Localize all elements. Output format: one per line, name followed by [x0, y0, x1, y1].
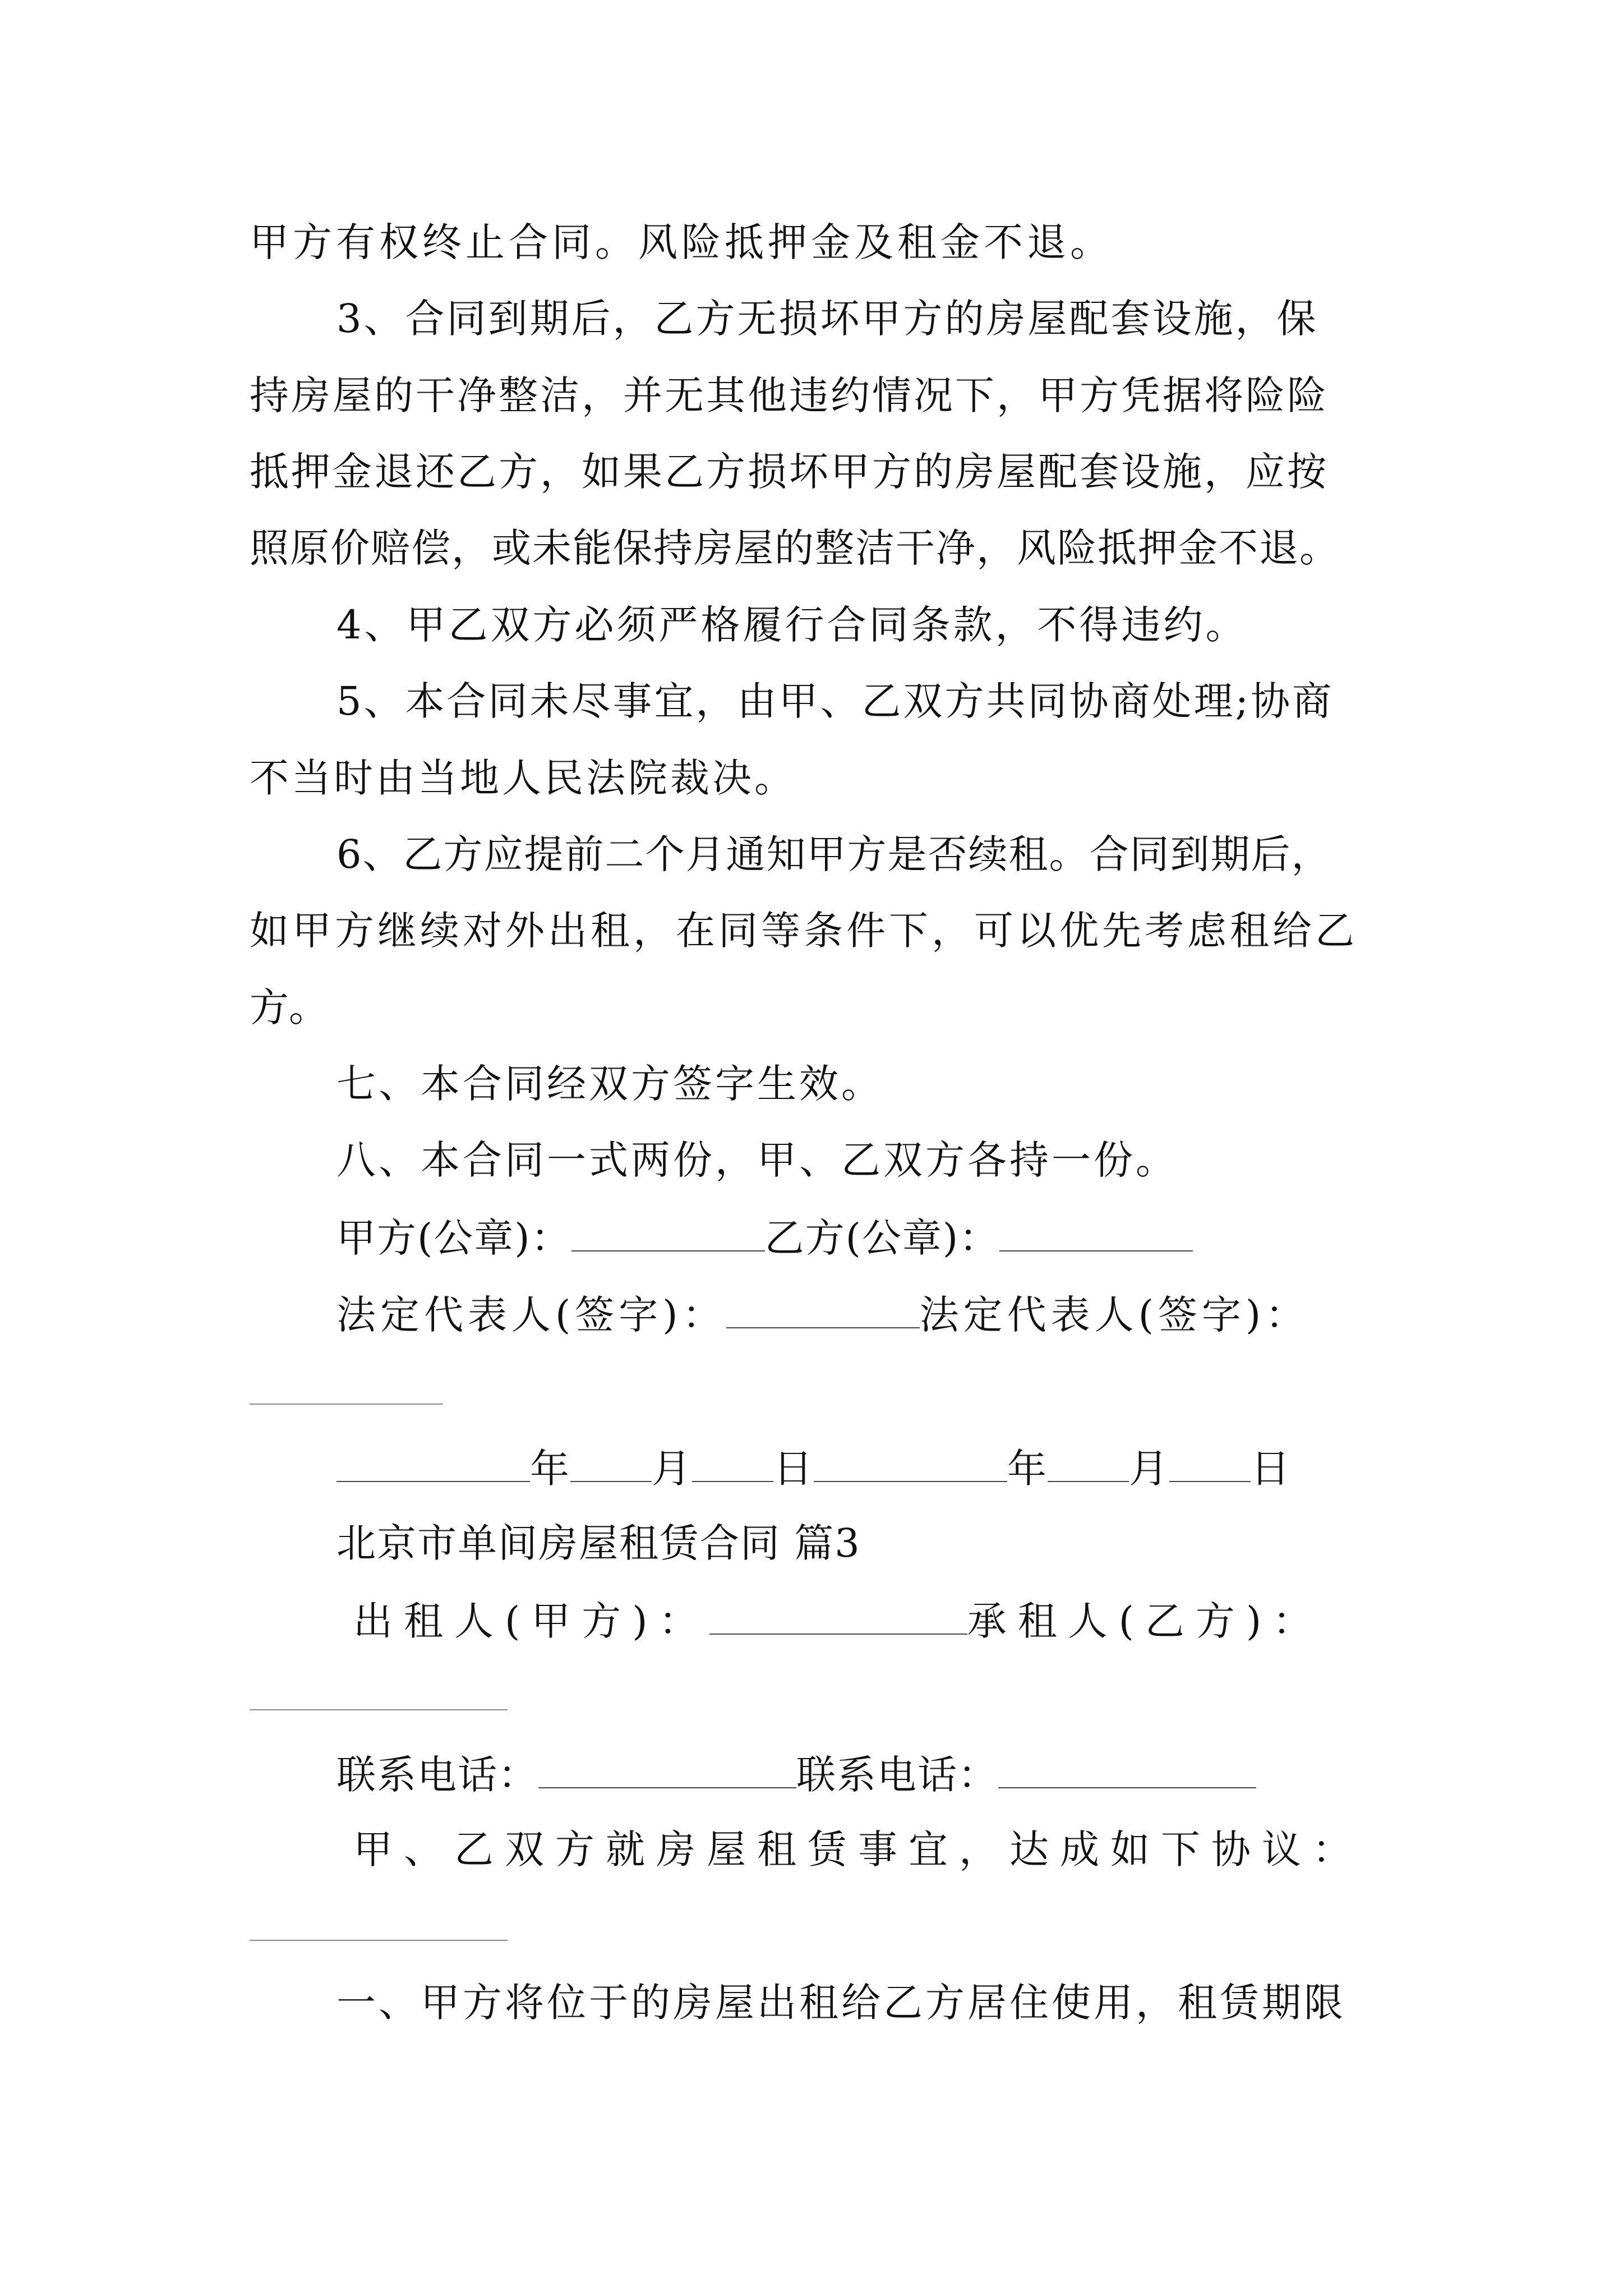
seal-line	[336, 1215, 1193, 1261]
date-a-year-label: 年	[530, 1446, 570, 1492]
date-line	[336, 1446, 1291, 1492]
date-a-day-label: 日	[773, 1446, 814, 1492]
date-a-month-label: 月	[652, 1446, 692, 1492]
phone-b-blank[interactable]	[998, 1754, 1256, 1788]
phone-a-label: 联系电话：	[336, 1752, 538, 1798]
date-b-year-blank[interactable]	[814, 1447, 1007, 1482]
phone-b-label: 联系电话：	[796, 1752, 998, 1798]
rep-b-label: 法定代表人(签字)：	[919, 1292, 1310, 1338]
rep-a-blank[interactable]	[726, 1294, 920, 1328]
clause-3-line-2: 持房屋的干净整洁，并无其他违约情况下，甲方凭据将险险	[250, 372, 1329, 418]
clause-6-line-2: 如甲方继续对外出租，在同等条件下，可以优先考虑租给乙	[250, 908, 1358, 954]
lessor-label: 出租人(甲方)：	[353, 1598, 709, 1644]
agreement-intro: 甲、乙双方就房屋租赁事宜，达成如下协议：	[353, 1826, 1363, 1872]
date-b-month-blank[interactable]	[1048, 1447, 1129, 1482]
lessor-blank[interactable]	[709, 1600, 967, 1635]
clause-6-line-3: 方。	[250, 984, 328, 1030]
date-b-year-label: 年	[1007, 1446, 1048, 1492]
clause-eight: 八、本合同一式两份，甲、乙双方各持一份。	[336, 1137, 1178, 1183]
section-title: 北京市单间房屋租赁合同 篇3	[336, 1520, 861, 1566]
agreement-intro-blank[interactable]	[250, 1940, 508, 1941]
date-b-day-blank[interactable]	[1169, 1447, 1251, 1482]
clause-4: 4、甲乙双方必须严格履行合同条款，不得违约。	[336, 602, 1248, 648]
clause-6-line-1: 6、乙方应提前二个月通知甲方是否续租。合同到期后，	[336, 831, 1332, 877]
parties-line	[353, 1598, 1324, 1644]
lessee-label: 承租人(乙方)：	[967, 1598, 1324, 1644]
party-a-seal-label: 甲方(公章)：	[336, 1215, 571, 1261]
party-b-seal-label: 乙方(公章)：	[764, 1215, 1000, 1261]
date-a-year-blank[interactable]	[336, 1447, 530, 1482]
date-a-month-blank[interactable]	[570, 1447, 652, 1482]
clause-3-line-3: 抵押金退还乙方，如果乙方损坏甲方的房屋配套设施，应按	[250, 449, 1329, 495]
clause-5-line-1: 5、本合同未尽事宜，由甲、乙双方共同协商处理;协商	[336, 678, 1334, 724]
rep-b-blank[interactable]	[250, 1404, 443, 1405]
date-b-day-label: 日	[1251, 1446, 1291, 1492]
clause-3-line-4: 照原价赔偿，或未能保持房屋的整洁干净，风险抵押金不退。	[250, 525, 1340, 571]
clause-one: 一、甲方将位于的房屋出租给乙方居住使用，租赁期限	[336, 1980, 1346, 2026]
date-b-month-label: 月	[1129, 1446, 1169, 1492]
date-a-day-blank[interactable]	[692, 1447, 773, 1482]
rep-a-label: 法定代表人(签字)：	[336, 1292, 726, 1338]
body-line-1: 甲方有权终止合同。风险抵押金及租金不退。	[250, 219, 1113, 265]
clause-seven: 七、本合同经双方签字生效。	[336, 1061, 883, 1107]
representative-line	[336, 1292, 1310, 1338]
clause-5-line-2: 不当时由当地人民法院裁决。	[250, 755, 796, 801]
contact-line	[336, 1752, 1256, 1798]
clause-3-line-1: 3、合同到期后，乙方无损坏甲方的房屋配套设施，保	[336, 296, 1318, 342]
lessee-blank[interactable]	[250, 1709, 508, 1710]
phone-a-blank[interactable]	[538, 1754, 796, 1788]
party-a-seal-blank[interactable]	[571, 1217, 765, 1251]
party-b-seal-blank[interactable]	[999, 1217, 1193, 1251]
